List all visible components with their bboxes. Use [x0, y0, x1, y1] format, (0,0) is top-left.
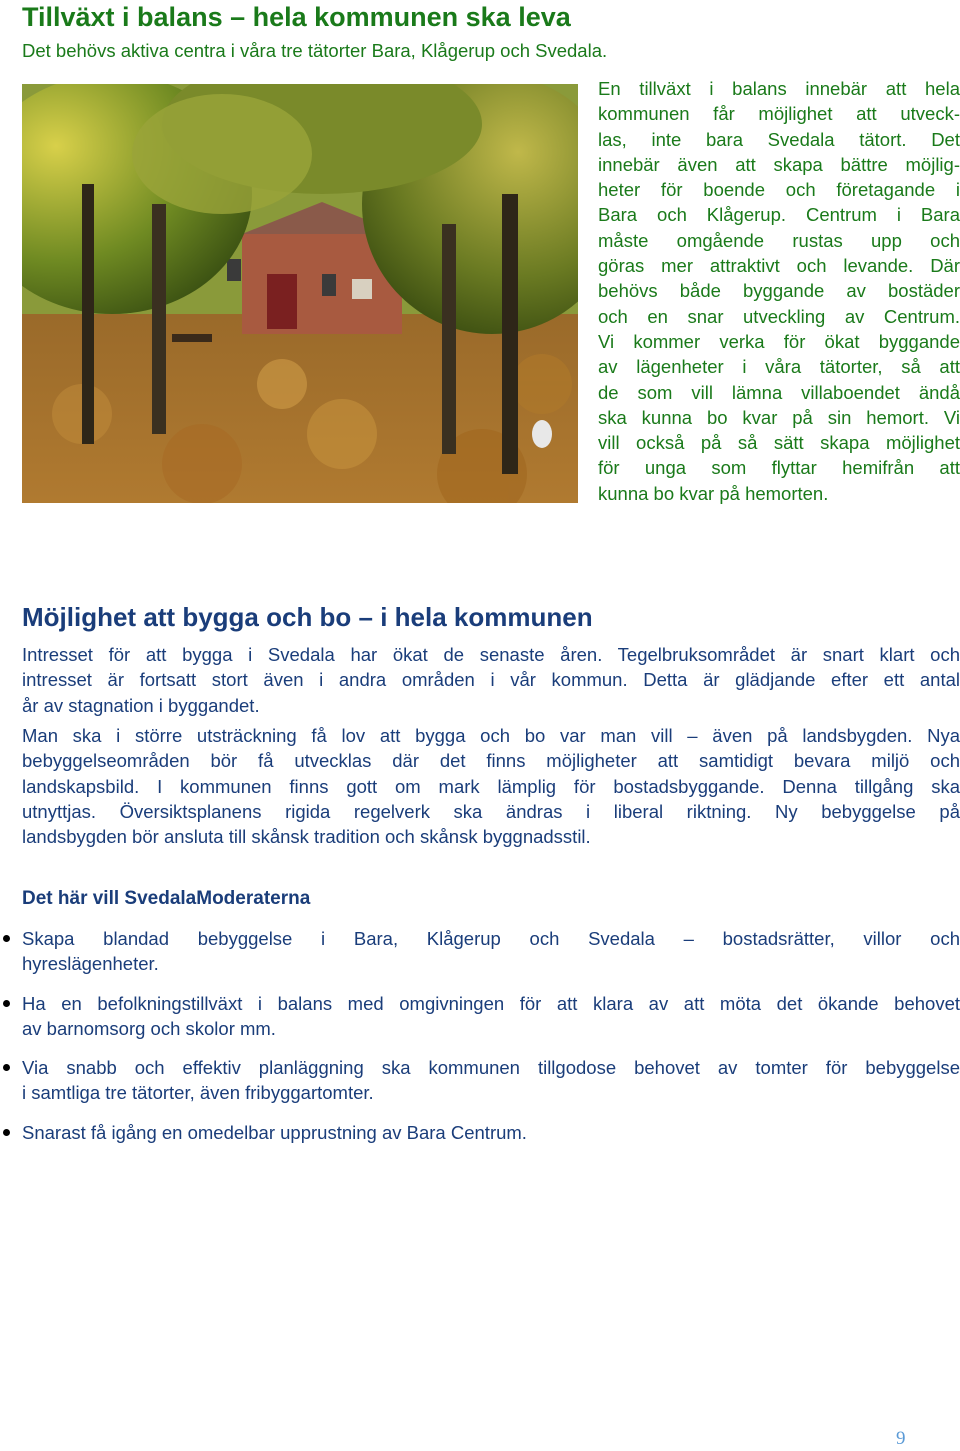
intro-line: behövs både byggande av bostäder [598, 280, 960, 302]
list-item [0, 991, 960, 1042]
intro-line: av lägenheter i våra tätorter, så att [598, 356, 960, 378]
list-item-line: Snarast få igång en omedelbar upprustning av Bara Centrum. [22, 1121, 527, 1143]
paragraph-line: år av stagnation i byggandet. [22, 694, 260, 716]
page-number: 9 [896, 1428, 906, 1449]
list-item [0, 1055, 960, 1106]
bullet-icon [3, 935, 10, 942]
bullet-icon [3, 1129, 10, 1136]
intro-line: de som vill lämna villaboendet ändå [598, 381, 960, 403]
list-item-line: hyreslägenheter. [22, 953, 159, 975]
paragraph-line: Man ska i större utsträckning få lov att bygga och bo var man vill – även på landsbygden. Nya [22, 725, 960, 746]
paragraph-countryside [22, 723, 960, 849]
paragraph-line: Intresset för att bygga i Svedala har ökat de senaste åren. Tegelbruksområdet är snart klart och [22, 644, 960, 665]
list-item-line: i samtliga tre tätorter, även fribyggartomter. [22, 1082, 374, 1104]
intro-line: och en snar utveckling av Centrum. [598, 305, 960, 327]
intro-line: En tillväxt i balans innebär att hela [598, 78, 960, 99]
intro-line: Vi kommer verka för ökat byggande [598, 330, 960, 352]
page-title: Tillväxt i balans – hela kommunen ska leva [22, 2, 571, 32]
bullet-icon [3, 1000, 10, 1007]
list-item [0, 1120, 960, 1145]
intro-line: Bara och Klågerup. Centrum i Bara [598, 204, 960, 226]
paragraph-line: landsbygden bör ansluta till skånsk tradition och skånsk byggnadsstil. [22, 826, 591, 848]
intro-line: kunna bo kvar på hemorten. [598, 482, 829, 504]
intro-line: kommunen får möjlighet att utveck- [598, 103, 960, 125]
list-item-line: Skapa blandad bebyggelse i Bara, Klågerup och Svedala – bostadsrätter, villor och [22, 928, 960, 949]
intro-line: ska kunna bo kvar på sin hemort. Vi [598, 406, 960, 428]
list-item-line: Ha en befolkningstillväxt i balans med omgivningen för att klara av att möta det ökande behovet [22, 992, 960, 1014]
page-subtitle: Det behövs aktiva centra i våra tre tätorter Bara, Klågerup och Svedala. [22, 40, 608, 61]
paragraph-line: utnyttjas. Översiktsplanens rigida regelverk ska ändras i liberal riktning. Ny bebyggelse på [22, 800, 960, 822]
paragraph-line: landskapsbild. I kommunen finns gott om mark lämplig för bostadsbyggande. Denna tillgång ska [22, 775, 960, 797]
bullet-icon [3, 1064, 10, 1071]
intro-line: vill också på så sätt skapa möjlighet [598, 432, 960, 454]
intro-line: innebär även att skapa bättre möjlig- [598, 153, 960, 175]
paragraph-building-interest [22, 642, 960, 718]
intro-text-column [598, 76, 960, 506]
list-item [0, 926, 960, 977]
section-heading: Möjlighet att bygga och bo – i hela kommunen [22, 602, 593, 632]
list-item-line: Via snabb och effektiv planläggning ska kommunen tillgodose behovet av tomter för bebyggelse [22, 1057, 960, 1079]
intro-line: göras mer attraktivt och levande. Där [598, 255, 960, 277]
paragraph-line: intresset är fortsatt stort även i andra områden i vår kommun. Detta är glädjande efter ett antal [22, 669, 960, 691]
intro-line: måste omgående rustas upp och [598, 229, 960, 251]
intro-line: heter för boende och företagande i [598, 179, 960, 201]
intro-line: för unga som flyttar hemifrån att [598, 457, 960, 479]
list-item-line: av barnomsorg och skolor mm. [22, 1017, 276, 1039]
paragraph-line: bebyggelseområden bör få utvecklas där det finns möjligheter att samtidigt bevara miljö och [22, 750, 960, 772]
autumn-house-photo [22, 84, 578, 503]
intro-line: las, inte bara Svedala tätort. Det [598, 128, 960, 150]
subsection-heading: Det här vill SvedalaModeraterna [22, 888, 311, 909]
goals-list [0, 926, 960, 1159]
